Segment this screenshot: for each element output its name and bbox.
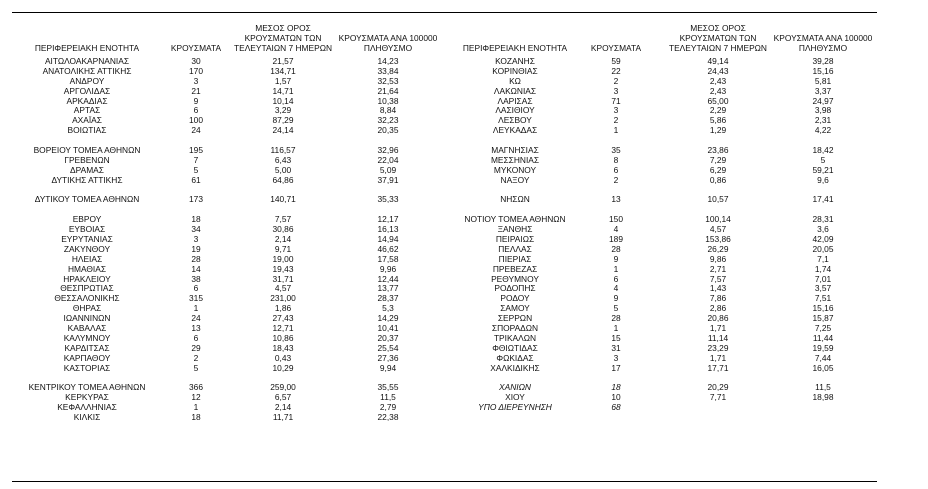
right-cases-cell: 31 (611, 342, 621, 353)
left-per-100k-cell: 46,62 (377, 243, 399, 254)
left-per-100k-cell: 27,36 (377, 352, 399, 363)
right-region-cell: ΡΕΘΥΜΝΟΥ (491, 273, 539, 284)
left-cases-cell: 18 (191, 214, 201, 225)
left-cases-column (162, 57, 230, 423)
right-per-100k-cell: 3,37 (814, 85, 832, 96)
left-cases-cell: 2 (193, 352, 199, 363)
right-avg-7-days-cell: 49,14 (707, 56, 729, 66)
left-avg-7-days-cell: 6,57 (274, 392, 292, 403)
left-per-100k-cell: 21,64 (377, 85, 399, 96)
right-per-100k-cell: 11,5 (815, 382, 831, 393)
left-region-cell: ΚΑΡΔΙΤΣΑΣ (64, 342, 110, 353)
left-cases-cell: 24 (191, 313, 201, 324)
left-avg-7-days-cell: 11,71 (272, 412, 294, 423)
left-region-cell: ΚΑΡΠΑΘΟΥ (63, 352, 111, 363)
right-region-column (440, 57, 590, 413)
left-per-100k-cell: 12,44 (377, 273, 399, 284)
right-avg-7-days-cell: 0,86 (709, 174, 727, 185)
left-per100k-column (334, 57, 442, 423)
left-per-100k-cell: 14,23 (377, 56, 399, 66)
right-per-100k-cell: 3,98 (814, 105, 832, 116)
right-region-cell: ΞΑΝΘΗΣ (497, 224, 533, 235)
right-per-100k-cell: 18,98 (812, 392, 834, 403)
right-per-100k-cell: 11,44 (812, 332, 834, 343)
top-rule (12, 12, 877, 13)
left-cases-cell: 315 (189, 293, 203, 304)
right-per-100k-cell: 7,51 (814, 293, 832, 304)
left-per-100k-cell: 35,55 (377, 382, 399, 393)
right-cases-cell: 8 (613, 154, 619, 165)
header-cases-right: ΚΡΟΥΣΜΑΤΑ (590, 43, 642, 53)
left-per-100k-cell: 8,84 (379, 105, 397, 116)
left-per-100k-cell: 12,17 (377, 214, 399, 225)
right-avg-7-days-cell: 100,14 (705, 214, 731, 225)
left-region-cell: ΒΟΙΩΤΙΑΣ (67, 125, 107, 136)
right-region-cell: ΧΑΝΙΩΝ (499, 382, 531, 393)
left-avg-7-days-cell: 31,71 (272, 273, 294, 284)
left-cases-cell: 3 (193, 234, 199, 245)
left-cases-cell: 14 (191, 263, 201, 274)
right-avg-7-days-cell: 7,86 (709, 293, 727, 304)
right-region-cell: ΥΠΟ ΔΙΕΡΕΥΝΗΣΗ (478, 402, 552, 413)
right-per-100k-cell: 19,59 (812, 342, 834, 353)
left-avg-7-days-cell: 2,14 (274, 402, 292, 413)
right-region-cell: ΚΟΡΙΝΘΙΑΣ (492, 65, 538, 76)
right-per-100k-cell: 7,25 (814, 323, 832, 334)
right-cases-cell: 4 (613, 283, 619, 294)
right-per-100k-cell: 15,16 (812, 65, 834, 76)
right-cases-cell: 2 (613, 115, 619, 126)
right-per-100k-cell: 7,44 (814, 352, 832, 363)
right-region-cell: ΠΕΙΡΑΙΩΣ (495, 234, 535, 245)
right-avg-7-days-cell: 5,86 (709, 115, 727, 126)
right-cases-cell: 3 (613, 352, 619, 363)
right-avg-7-days-cell: 2,29 (709, 105, 727, 116)
right-per-100k-cell: 5 (820, 154, 826, 165)
right-cases-cell: 22 (611, 65, 621, 76)
left-avg-7-days-cell: 140,71 (270, 194, 296, 205)
left-region-cell: ΚΑΒΑΛΑΣ (67, 323, 107, 334)
left-per-100k-cell: 32,53 (377, 75, 399, 86)
right-avg-7-days-cell: 65,00 (707, 95, 729, 106)
right-cases-cell: 1 (613, 125, 619, 136)
right-avg-7-days-cell: 2,86 (709, 303, 727, 314)
right-per-100k-cell: 18,42 (812, 145, 834, 156)
right-region-cell: ΡΟΔΟΥ (500, 293, 530, 304)
right-region-cell: ΠΙΕΡΙΑΣ (498, 253, 532, 264)
left-cases-cell: 100 (189, 115, 203, 126)
right-region-cell: ΚΩ (509, 75, 521, 86)
header-region-left: ΠΕΡΙΦΕΡΕΙΑΚΗ ΕΝΟΤΗΤΑ (34, 43, 140, 53)
left-per-100k-cell: 22,04 (377, 154, 399, 165)
left-per-100k-cell: 33,84 (377, 65, 399, 76)
header-per100k-right: ΚΡΟΥΣΜΑΤΑ ΑΝΑ 100000 ΠΛΗΘΥΣΜΟ (773, 33, 873, 53)
right-cases-cell: 2 (613, 75, 619, 86)
left-per-100k-cell: 2,79 (379, 402, 397, 413)
left-avg-7-days-cell: 116,57 (270, 145, 296, 156)
right-region-cell: ΜΑΓΝΗΣΙΑΣ (491, 145, 539, 156)
right-avg-7-days-cell: 2,71 (709, 263, 727, 274)
left-avg-7-days-cell: 1,57 (274, 75, 292, 86)
left-cases-cell: 5 (193, 164, 199, 175)
right-avg-7-days-cell: 1,71 (709, 352, 727, 363)
right-region-cell: ΧΙΟΥ (505, 392, 525, 403)
right-per-100k-cell: 16,05 (812, 362, 834, 373)
left-region-cell: ΑΙΤΩΛΟΑΚΑΡΝΑΝΙΑΣ (44, 56, 130, 66)
left-avg-7-days-cell: 0,43 (274, 352, 292, 363)
right-cases-cell: 17 (611, 362, 621, 373)
right-avg-7-days-cell: 2,43 (709, 75, 727, 86)
left-avg-7-days-cell: 134,71 (270, 65, 296, 76)
left-avg-column (234, 57, 332, 423)
right-avg-7-days-cell: 4,57 (709, 224, 727, 235)
right-region-cell: ΛΕΣΒΟΥ (498, 115, 532, 126)
left-cases-cell: 3 (193, 75, 199, 86)
left-per-100k-cell: 20,37 (377, 332, 399, 343)
left-cases-cell: 21 (191, 85, 201, 96)
right-per-100k-cell: 20,05 (812, 243, 834, 254)
right-per-100k-cell: 3,6 (817, 224, 829, 235)
right-cases-column (578, 57, 654, 413)
left-region-cell: ΔΥΤΙΚΟΥ ΤΟΜΕΑ ΑΘΗΝΩΝ (34, 194, 140, 205)
right-avg-7-days-cell: 1,71 (709, 323, 727, 334)
right-region-cell: ΝΑΞΟΥ (500, 174, 530, 185)
left-per-100k-cell: 22,38 (377, 412, 399, 423)
left-cases-cell: 34 (191, 224, 201, 235)
right-per-100k-cell: 5,81 (814, 75, 832, 86)
right-region-cell: ΠΕΛΛΑΣ (498, 243, 532, 254)
left-region-cell: ΔΡΑΜΑΣ (70, 164, 104, 175)
right-per-100k-cell: 42,09 (812, 234, 834, 245)
left-avg-7-days-cell: 7,57 (274, 214, 292, 225)
left-cases-cell: 38 (191, 273, 201, 284)
header-region-right: ΠΕΡΙΦΕΡΕΙΑΚΗ ΕΝΟΤΗΤΑ (462, 43, 568, 53)
right-avg-7-days-cell: 20,86 (707, 313, 729, 324)
left-avg-7-days-cell: 27,43 (272, 313, 294, 324)
right-region-cell: ΛΕΥΚΑΔΑΣ (492, 125, 538, 136)
right-cases-cell: 15 (611, 332, 621, 343)
left-region-cell: ΕΥΡΥΤΑΝΙΑΣ (61, 234, 113, 245)
right-cases-cell: 150 (609, 214, 623, 225)
right-avg-7-days-cell: 20,29 (707, 382, 729, 393)
right-cases-cell: 28 (611, 313, 621, 324)
right-avg-7-days-cell: 1,43 (709, 283, 727, 294)
left-cases-cell: 9 (193, 95, 199, 106)
right-cases-cell: 35 (611, 145, 621, 156)
right-cases-cell: 4 (613, 224, 619, 235)
left-per-100k-cell: 25,54 (377, 342, 399, 353)
right-avg-7-days-cell: 23,86 (707, 145, 729, 156)
left-region-cell: ΑΧΑΪΑΣ (72, 115, 102, 126)
left-region-cell: ΙΩΑΝΝΙΝΩΝ (63, 313, 111, 324)
right-per-100k-cell: 15,16 (812, 303, 834, 314)
left-per-100k-cell: 14,94 (377, 234, 399, 245)
left-per-100k-cell: 10,41 (377, 323, 399, 334)
left-avg-7-days-cell: 30,86 (272, 224, 294, 235)
left-avg-7-days-cell: 231,00 (270, 293, 296, 304)
left-region-cell: ΘΕΣΣΑΛΟΝΙΚΗΣ (54, 293, 120, 304)
right-avg-7-days-cell: 10,57 (707, 194, 729, 205)
left-cases-cell: 6 (193, 105, 199, 116)
right-avg-7-days-cell: 2,43 (709, 85, 727, 96)
left-avg-7-days-cell: 14,71 (272, 85, 294, 96)
right-per-100k-cell: 59,21 (812, 164, 834, 175)
left-region-cell: ΑΝΔΡΟΥ (69, 75, 105, 86)
right-region-cell: ΣΑΜΟΥ (500, 303, 530, 314)
right-avg-7-days-cell: 7,71 (709, 392, 727, 403)
right-region-cell: ΣΠΟΡΑΔΩΝ (491, 323, 539, 334)
right-per-100k-cell: 1,74 (814, 263, 832, 274)
left-cases-cell: 1 (193, 303, 199, 314)
left-avg-7-days-cell: 64,86 (272, 174, 294, 185)
right-region-cell: ΣΕΡΡΩΝ (497, 313, 533, 324)
right-avg-7-days-cell: 26,29 (707, 243, 729, 254)
right-per-100k-cell: 2,31 (814, 115, 832, 126)
left-per-100k-cell: 32,23 (377, 115, 399, 126)
right-avg-7-days-cell: 9,86 (709, 253, 727, 264)
left-cases-cell: 19 (191, 243, 201, 254)
right-avg-7-days-cell: 6,29 (709, 164, 727, 175)
left-region-cell: ΚΑΣΤΟΡΙΑΣ (63, 362, 111, 373)
left-region-cell: ΖΑΚΥΝΘΟΥ (63, 243, 111, 254)
left-cases-cell: 5 (193, 362, 199, 373)
right-region-cell: ΜΕΣΣΗΝΙΑΣ (490, 154, 540, 165)
header-per100k-left: ΚΡΟΥΣΜΑΤΑ ΑΝΑ 100000 ΠΛΗΘΥΣΜΟ (338, 33, 438, 53)
left-cases-cell: 29 (191, 342, 201, 353)
right-cases-cell: 3 (613, 105, 619, 116)
left-per-100k-cell: 16,13 (377, 224, 399, 235)
left-region-cell: ΓΡΕΒΕΝΩΝ (64, 154, 110, 165)
left-region-cell: ΚΕΡΚΥΡΑΣ (65, 392, 109, 403)
right-cases-cell: 1 (613, 263, 619, 274)
left-avg-7-days-cell: 18,43 (272, 342, 294, 353)
left-region-cell: ΘΗΡΑΣ (72, 303, 102, 314)
left-per-100k-cell: 11,5 (380, 392, 396, 403)
left-cases-cell: 366 (189, 382, 203, 393)
left-avg-7-days-cell: 87,29 (272, 115, 294, 126)
right-region-cell: ΚΟΖΑΝΗΣ (495, 56, 535, 66)
left-cases-cell: 24 (191, 125, 201, 136)
right-per-100k-cell (768, 403, 878, 413)
right-per100k-column (768, 57, 878, 413)
left-region-column (12, 57, 162, 423)
left-per-100k-cell: 9,96 (379, 263, 397, 274)
left-per-100k-cell: 35,33 (377, 194, 399, 205)
right-cases-cell: 10 (611, 392, 621, 403)
right-region-cell: ΦΘΙΩΤΙΔΑΣ (492, 342, 538, 353)
left-per-100k-cell: 9,94 (379, 362, 397, 373)
left-avg-7-days-cell: 1,86 (274, 303, 292, 314)
right-cases-cell: 3 (613, 85, 619, 96)
left-per-100k-cell: 5,09 (379, 164, 397, 175)
left-region-cell: ΑΡΚΑΔΙΑΣ (66, 95, 108, 106)
left-avg-7-days-cell: 24,14 (272, 125, 294, 136)
right-per-100k-cell: 7,01 (814, 273, 832, 284)
left-region-cell: ΑΡΤΑΣ (73, 105, 101, 116)
right-cases-cell: 59 (611, 56, 621, 66)
right-cases-cell: 2 (613, 174, 619, 185)
right-per-100k-cell: 39,28 (812, 56, 834, 66)
right-region-cell: ΤΡΙΚΑΛΩΝ (493, 332, 537, 343)
left-region-cell: ΚΙΛΚΙΣ (73, 412, 101, 423)
right-cases-cell: 28 (611, 243, 621, 254)
left-cases-cell: 28 (191, 253, 201, 264)
left-per-100k-cell: 37,91 (377, 174, 399, 185)
left-region-cell: ΗΡΑΚΛΕΙΟΥ (63, 273, 111, 284)
left-per-100k-cell: 17,58 (377, 253, 399, 264)
left-region-cell: ΗΛΕΙΑΣ (71, 253, 103, 264)
right-cases-cell: 9 (613, 293, 619, 304)
right-avg-7-days-cell: 1,29 (709, 125, 727, 136)
header-avg-right: ΜΕΣΟΣ ΟΡΟΣ ΚΡΟΥΣΜΑΤΩΝ ΤΩΝ ΤΕΛΕΥΤΑΙΩΝ 7 ΗΜΕΡΩΝ (668, 23, 767, 53)
left-per-100k-cell: 10,38 (377, 95, 399, 106)
right-region-cell: ΝΟΤΙΟΥ ΤΟΜΕΑ ΑΘΗΝΩΝ (464, 214, 566, 225)
right-avg-7-days-cell: 11,14 (707, 332, 729, 343)
right-region-cell: ΠΡΕΒΕΖΑΣ (492, 263, 538, 274)
header-avg-left: ΜΕΣΟΣ ΟΡΟΣ ΚΡΟΥΣΜΑΤΩΝ ΤΩΝ ΤΕΛΕΥΤΑΙΩΝ 7 ΗΜΕΡΩΝ (234, 23, 333, 53)
left-cases-cell: 170 (189, 65, 203, 76)
right-region-cell: ΛΑΚΩΝΙΑΣ (493, 85, 537, 96)
right-avg-7-days-cell: 153,86 (705, 234, 731, 245)
left-cases-cell: 18 (191, 412, 201, 423)
left-per-100k-cell: 20,35 (377, 125, 399, 136)
left-avg-7-days-cell: 9,71 (274, 243, 292, 254)
right-per-100k-cell: 9,6 (817, 174, 829, 185)
right-cases-cell: 68 (611, 402, 621, 413)
left-region-cell: ΔΥΤΙΚΗΣ ΑΤΤΙΚΗΣ (51, 174, 123, 185)
left-region-cell: ΑΡΓΟΛΙΔΑΣ (63, 85, 111, 96)
left-avg-7-days-cell: 10,29 (272, 362, 294, 373)
right-region-cell: ΝΗΣΩΝ (500, 194, 530, 205)
left-region-cell: ΘΕΣΠΡΩΤΙΑΣ (60, 283, 114, 294)
right-cases-cell: 6 (613, 273, 619, 284)
left-avg-7-days-cell: 19,43 (272, 263, 294, 274)
right-avg-7-days-cell (668, 403, 768, 413)
right-cases-cell: 1 (613, 323, 619, 334)
right-per-100k-cell: 3,57 (814, 283, 832, 294)
bottom-rule (12, 481, 877, 482)
left-avg-7-days-cell: 5,00 (274, 164, 292, 175)
left-region-cell: ΕΒΡΟΥ (72, 214, 102, 225)
left-per-100k-cell: 14,29 (377, 313, 399, 324)
right-cases-cell: 6 (613, 164, 619, 175)
right-cases-cell: 13 (611, 194, 621, 205)
right-avg-column (668, 57, 768, 413)
left-cases-cell: 7 (193, 154, 199, 165)
left-avg-7-days-cell: 2,14 (274, 234, 292, 245)
right-region-cell: ΛΑΣΙΘΙΟΥ (495, 105, 535, 116)
left-cases-cell: 1 (193, 402, 199, 413)
left-cases-cell: 173 (189, 194, 203, 205)
left-region-cell: ΒΟΡΕΙΟΥ ΤΟΜΕΑ ΑΘΗΝΩΝ (33, 145, 141, 156)
left-region-cell: ΚΑΛΥΜΝΟΥ (63, 332, 111, 343)
right-avg-7-days-cell: 7,29 (709, 154, 727, 165)
left-region-cell: ΚΕΦΑΛΛΗΝΙΑΣ (57, 402, 117, 413)
left-region-cell: ΕΥΒΟΙΑΣ (68, 224, 106, 235)
right-region-cell: ΜΥΚΟΝΟΥ (493, 164, 537, 175)
right-region-cell: ΡΟΔΟΠΗΣ (494, 283, 536, 294)
left-avg-7-days-cell: 4,57 (274, 283, 292, 294)
left-avg-7-days-cell: 21,57 (272, 56, 294, 66)
left-cases-cell: 61 (191, 174, 201, 185)
left-cases-cell: 12 (191, 392, 201, 403)
left-avg-7-days-cell: 3,29 (274, 105, 292, 116)
left-cases-cell: 6 (193, 283, 199, 294)
right-per-100k-cell: 7,1 (817, 253, 829, 264)
right-cases-cell: 71 (611, 95, 621, 106)
right-cases-cell: 18 (611, 382, 621, 393)
left-per-100k-cell: 32,96 (377, 145, 399, 156)
right-per-100k-cell: 15,87 (812, 313, 834, 324)
right-avg-7-days-cell: 23,29 (707, 342, 729, 353)
right-region-cell: ΧΑΛΚΙΔΙΚΗΣ (490, 362, 540, 373)
left-region-cell: ΚΕΝΤΡΙΚΟΥ ΤΟΜΕΑ ΑΘΗΝΩΝ (28, 382, 146, 393)
right-cases-cell: 189 (609, 234, 623, 245)
header-cases-left: ΚΡΟΥΣΜΑΤΑ (170, 43, 222, 53)
right-region-cell: ΦΩΚΙΔΑΣ (496, 352, 534, 363)
right-per-100k-cell: 17,41 (812, 194, 834, 205)
left-avg-7-days-cell: 10,86 (272, 332, 294, 343)
right-avg-7-days-cell: 17,71 (707, 362, 729, 373)
right-cases-cell: 9 (613, 253, 619, 264)
left-cases-cell: 195 (189, 145, 203, 156)
left-cases-cell: 30 (191, 56, 201, 66)
right-avg-7-days-cell: 7,57 (709, 273, 727, 284)
left-per-100k-cell: 28,37 (377, 293, 399, 304)
left-region-cell: ΗΜΑΘΙΑΣ (67, 263, 107, 274)
right-per-100k-cell: 24,97 (812, 95, 834, 106)
right-cases-cell: 5 (613, 303, 619, 314)
right-region-cell: ΛΑΡΙΣΑΣ (497, 95, 533, 106)
left-per-100k-cell: 5,3 (382, 303, 394, 314)
left-avg-7-days-cell: 12,71 (272, 323, 294, 334)
right-per-100k-cell: 4,22 (814, 125, 832, 136)
left-region-cell: ΑΝΑΤΟΛΙΚΗΣ ΑΤΤΙΚΗΣ (42, 65, 132, 76)
right-avg-7-days-cell: 24,43 (707, 65, 729, 76)
left-avg-7-days-cell: 259,00 (270, 382, 296, 393)
left-cases-cell: 6 (193, 332, 199, 343)
left-per-100k-cell: 13,77 (377, 283, 399, 294)
left-cases-cell: 13 (191, 323, 201, 334)
left-avg-7-days-cell: 10,14 (272, 95, 294, 106)
right-per-100k-cell: 28,31 (812, 214, 834, 225)
left-avg-7-days-cell: 6,43 (274, 154, 292, 165)
left-avg-7-days-cell: 19,00 (272, 253, 294, 264)
